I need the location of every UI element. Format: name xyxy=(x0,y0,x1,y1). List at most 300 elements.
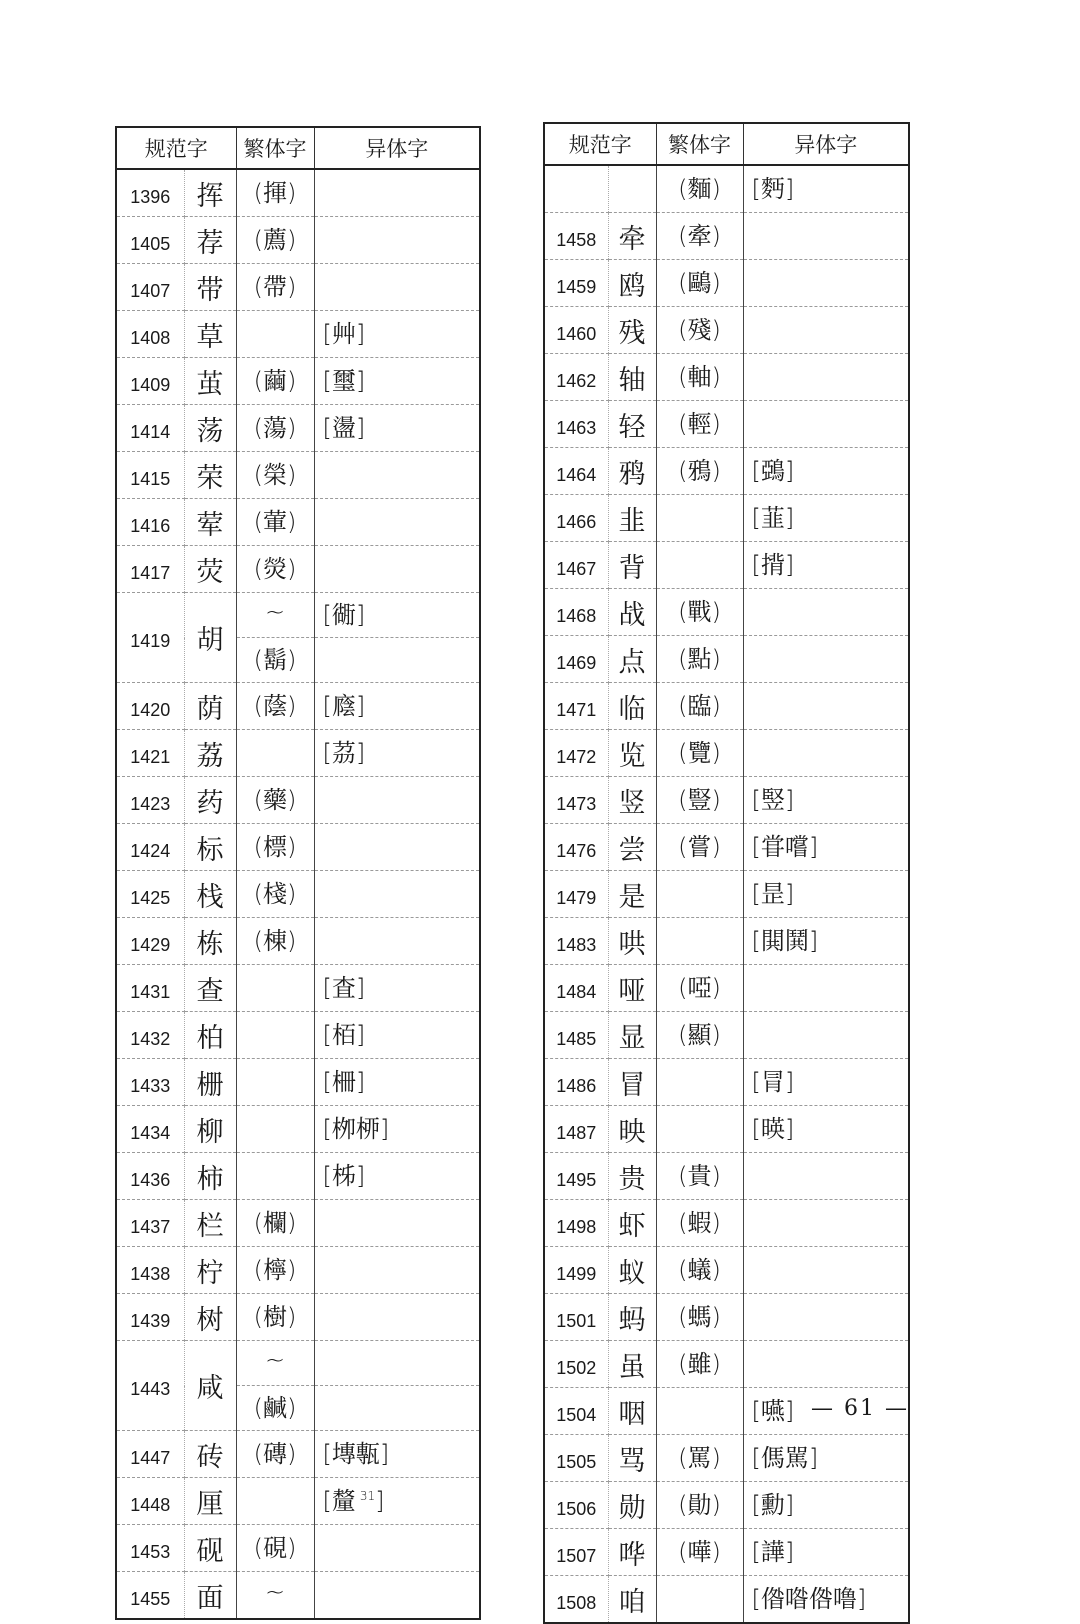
traditional-char: (臨) xyxy=(656,683,743,730)
entry-number: 1476 xyxy=(544,824,608,871)
table-row xyxy=(116,593,480,638)
table-row xyxy=(544,730,909,777)
table-row xyxy=(544,918,909,965)
table-row xyxy=(116,1200,480,1247)
traditional-char xyxy=(656,1059,743,1106)
traditional-char: (戰) xyxy=(656,589,743,636)
traditional-char: ~ xyxy=(236,1572,314,1620)
table-row xyxy=(544,777,909,824)
entry-number: 1487 xyxy=(544,1106,608,1153)
traditional-char xyxy=(656,495,743,542)
variant-char xyxy=(314,452,480,499)
entry-number: 1483 xyxy=(544,918,608,965)
standard-char: 柠 xyxy=(184,1247,236,1294)
entry-number: 1408 xyxy=(116,311,184,358)
standard-char: 轻 xyxy=(608,401,656,448)
entry-number: 1434 xyxy=(116,1106,184,1153)
variant-char xyxy=(743,965,909,1012)
variant-char xyxy=(743,730,909,777)
entry-number: 1464 xyxy=(544,448,608,495)
entry-number: 1420 xyxy=(116,683,184,730)
variant-char: [冐] xyxy=(743,1059,909,1106)
standard-char: 砖 xyxy=(184,1431,236,1478)
table-row xyxy=(544,1482,909,1529)
entry-number: 1437 xyxy=(116,1200,184,1247)
entry-number: 1438 xyxy=(116,1247,184,1294)
standard-char: 柿 xyxy=(184,1153,236,1200)
entry-number: 1466 xyxy=(544,495,608,542)
traditional-char: (欄) xyxy=(236,1200,314,1247)
standard-char: 牵 xyxy=(608,213,656,260)
table-row xyxy=(544,1576,909,1624)
entry-number: 1479 xyxy=(544,871,608,918)
variant-char: [艸] xyxy=(314,311,480,358)
variant-char: [盪] xyxy=(314,405,480,452)
entry-number xyxy=(544,165,608,213)
entry-number: 1439 xyxy=(116,1294,184,1341)
traditional-char: (牽) xyxy=(656,213,743,260)
variant-char: [鵶] xyxy=(743,448,909,495)
traditional-char xyxy=(656,871,743,918)
traditional-char: (啞) xyxy=(656,965,743,1012)
variant-char: [査] xyxy=(314,965,480,1012)
standard-char: 荤 xyxy=(184,499,236,546)
standard-char: 战 xyxy=(608,589,656,636)
standard-char: 厘 xyxy=(184,1478,236,1525)
variant-char xyxy=(314,1247,480,1294)
variant-char xyxy=(314,871,480,918)
table-row xyxy=(116,1059,480,1106)
standard-char: 荣 xyxy=(184,452,236,499)
entry-number: 1486 xyxy=(544,1059,608,1106)
traditional-char xyxy=(656,918,743,965)
entry-number: 1421 xyxy=(116,730,184,777)
standard-char: 荧 xyxy=(184,546,236,593)
traditional-char: (磚) xyxy=(236,1431,314,1478)
variant-char xyxy=(314,918,480,965)
traditional-char: (輕) xyxy=(656,401,743,448)
entry-number: 1499 xyxy=(544,1247,608,1294)
variant-char: [栁桺] xyxy=(314,1106,480,1153)
traditional-char: (雖) xyxy=(656,1341,743,1388)
table-row xyxy=(116,1525,480,1572)
variant-char xyxy=(743,589,909,636)
traditional-char: (蟻) xyxy=(656,1247,743,1294)
table-row xyxy=(544,448,909,495)
variant-char: [栢] xyxy=(314,1012,480,1059)
table-row xyxy=(544,1153,909,1200)
entry-number: 1423 xyxy=(116,777,184,824)
traditional-char xyxy=(236,1059,314,1106)
variant-char xyxy=(314,1478,480,1525)
traditional-char: (鹹) xyxy=(236,1386,314,1431)
traditional-char: (顯) xyxy=(656,1012,743,1059)
entry-number: 1417 xyxy=(116,546,184,593)
traditional-char xyxy=(236,311,314,358)
entry-number: 1463 xyxy=(544,401,608,448)
standard-char: 栋 xyxy=(184,918,236,965)
table-row xyxy=(116,311,480,358)
entry-number: 1506 xyxy=(544,1482,608,1529)
variant-char xyxy=(314,824,480,871)
standard-char: 胡 xyxy=(184,593,236,683)
traditional-char: (貴) xyxy=(656,1153,743,1200)
standard-char: 树 xyxy=(184,1294,236,1341)
table-row xyxy=(116,1153,480,1200)
table-row xyxy=(544,1059,909,1106)
table-row xyxy=(544,965,909,1012)
table-row xyxy=(116,405,480,452)
entry-number: 1443 xyxy=(116,1341,184,1431)
variant-char xyxy=(314,1525,480,1572)
table-row xyxy=(544,401,909,448)
variant-char: [傌駡] xyxy=(743,1435,909,1482)
variant-char: [揹] xyxy=(743,542,909,589)
table-row xyxy=(544,1435,909,1482)
entry-number: 1460 xyxy=(544,307,608,354)
standard-char: 临 xyxy=(608,683,656,730)
standard-char: 荐 xyxy=(184,217,236,264)
standard-char xyxy=(608,165,656,213)
variant-char xyxy=(314,1341,480,1386)
standard-char: 挥 xyxy=(184,169,236,217)
traditional-char: ~ xyxy=(236,1341,314,1386)
traditional-char: (蝦) xyxy=(656,1200,743,1247)
standard-char: 咱 xyxy=(608,1576,656,1624)
traditional-char: (勛) xyxy=(656,1482,743,1529)
traditional-char xyxy=(656,1576,743,1624)
standard-char: 残 xyxy=(608,307,656,354)
entry-number: 1455 xyxy=(116,1572,184,1620)
standard-char: 蚂 xyxy=(608,1294,656,1341)
variant-char xyxy=(743,1153,909,1200)
table-row xyxy=(116,546,480,593)
traditional-char: (豎) xyxy=(656,777,743,824)
table-row xyxy=(544,1529,909,1576)
traditional-char: (覽) xyxy=(656,730,743,777)
table-row xyxy=(544,1247,909,1294)
table-row xyxy=(116,169,480,217)
standard-char: 标 xyxy=(184,824,236,871)
entry-number: 1484 xyxy=(544,965,608,1012)
table-row xyxy=(544,260,909,307)
variant-char xyxy=(743,213,909,260)
variant-char xyxy=(743,307,909,354)
entry-number: 1469 xyxy=(544,636,608,683)
variant-char xyxy=(314,546,480,593)
table-row xyxy=(116,1431,480,1478)
entry-number: 1459 xyxy=(544,260,608,307)
standard-char: 冒 xyxy=(608,1059,656,1106)
standard-char: 背 xyxy=(608,542,656,589)
standard-char: 砚 xyxy=(184,1525,236,1572)
table-row xyxy=(544,589,909,636)
header-variant: 异体字 xyxy=(743,123,909,165)
entry-number: 1447 xyxy=(116,1431,184,1478)
variant-char: [竪] xyxy=(743,777,909,824)
standard-char: 药 xyxy=(184,777,236,824)
standard-char: 荔 xyxy=(184,730,236,777)
entry-number: 1409 xyxy=(116,358,184,405)
standard-char: 查 xyxy=(184,965,236,1012)
traditional-char xyxy=(236,730,314,777)
table-row xyxy=(544,307,909,354)
traditional-char xyxy=(236,1012,314,1059)
table-row xyxy=(544,1200,909,1247)
variant-char xyxy=(314,638,480,683)
table-row xyxy=(544,636,909,683)
entry-number: 1414 xyxy=(116,405,184,452)
standard-char: 尝 xyxy=(608,824,656,871)
variant-char: [柹] xyxy=(314,1153,480,1200)
variant-char: [廕] xyxy=(314,683,480,730)
table-row xyxy=(116,730,480,777)
entry-number: 1504 xyxy=(544,1388,608,1435)
variant-text: [釐 xyxy=(322,1486,356,1515)
table-row xyxy=(116,452,480,499)
traditional-char: (麵) xyxy=(656,165,743,213)
table-row xyxy=(544,871,909,918)
traditional-char: (螞) xyxy=(656,1294,743,1341)
standard-char: 柳 xyxy=(184,1106,236,1153)
page-number: — 61 — xyxy=(811,1396,909,1421)
table-row xyxy=(544,824,909,871)
variant-char xyxy=(743,1200,909,1247)
entry-number: 1448 xyxy=(116,1478,184,1525)
traditional-char: (軸) xyxy=(656,354,743,401)
table-row xyxy=(116,683,480,730)
entry-number: 1508 xyxy=(544,1576,608,1624)
table-row xyxy=(116,871,480,918)
variant-char: [昰] xyxy=(743,871,909,918)
standard-char: 竖 xyxy=(608,777,656,824)
traditional-char: (蔭) xyxy=(236,683,314,730)
variant-char xyxy=(314,1200,480,1247)
variant-char xyxy=(314,169,480,217)
entry-number: 1505 xyxy=(544,1435,608,1482)
table-row xyxy=(116,1478,480,1525)
table-row xyxy=(544,1012,909,1059)
variant-char xyxy=(314,264,480,311)
standard-char: 面 xyxy=(184,1572,236,1620)
standard-char: 哑 xyxy=(608,965,656,1012)
table-row xyxy=(116,1012,480,1059)
entry-number: 1405 xyxy=(116,217,184,264)
variant-char: [閧鬨] xyxy=(743,918,909,965)
traditional-char: ~ xyxy=(236,593,314,638)
entry-number: 1431 xyxy=(116,965,184,1012)
standard-char: 点 xyxy=(608,636,656,683)
table-row xyxy=(116,499,480,546)
table-row xyxy=(544,354,909,401)
traditional-char: (硯) xyxy=(236,1525,314,1572)
table-row xyxy=(116,1572,480,1620)
standard-char: 蚁 xyxy=(608,1247,656,1294)
standard-char: 茧 xyxy=(184,358,236,405)
table-row xyxy=(544,213,909,260)
variant-char xyxy=(743,636,909,683)
table-row xyxy=(544,1294,909,1341)
entry-number: 1502 xyxy=(544,1341,608,1388)
entry-number: 1432 xyxy=(116,1012,184,1059)
standard-char: 哗 xyxy=(608,1529,656,1576)
traditional-char: (鷗) xyxy=(656,260,743,307)
entry-number: 1433 xyxy=(116,1059,184,1106)
standard-char: 虽 xyxy=(608,1341,656,1388)
entry-number: 1396 xyxy=(116,169,184,217)
variant-char xyxy=(743,1012,909,1059)
left-character-table xyxy=(115,126,481,1620)
entry-number: 1424 xyxy=(116,824,184,871)
variant-char: [韮] xyxy=(743,495,909,542)
variant-char xyxy=(743,354,909,401)
variant-char: [暎] xyxy=(743,1106,909,1153)
table-row xyxy=(116,217,480,264)
table-row xyxy=(116,777,480,824)
left-table-body xyxy=(116,169,480,1619)
variant-char: [塼甎] xyxy=(314,1431,480,1478)
table-row xyxy=(116,264,480,311)
traditional-char: (薦) xyxy=(236,217,314,264)
entry-number: 1419 xyxy=(116,593,184,683)
variant-char: [甞嚐] xyxy=(743,824,909,871)
traditional-char xyxy=(236,1106,314,1153)
traditional-char: (鴉) xyxy=(656,448,743,495)
entry-number: 1462 xyxy=(544,354,608,401)
entry-number: 1425 xyxy=(116,871,184,918)
entry-number: 1416 xyxy=(116,499,184,546)
table-row xyxy=(116,358,480,405)
variant-char xyxy=(314,217,480,264)
variant-char: [偺喒倃噜] xyxy=(751,1584,867,1613)
traditional-char xyxy=(656,542,743,589)
table-row xyxy=(544,683,909,730)
variant-char: [衚] xyxy=(314,593,480,638)
standard-char: 勋 xyxy=(608,1482,656,1529)
traditional-char: (點) xyxy=(656,636,743,683)
standard-char: 骂 xyxy=(608,1435,656,1482)
header-traditional: 繁体字 xyxy=(236,127,314,169)
entry-number: 1429 xyxy=(116,918,184,965)
standard-char: 咽 xyxy=(608,1388,656,1435)
traditional-char: (帶) xyxy=(236,264,314,311)
traditional-char: (蕩) xyxy=(236,405,314,452)
traditional-char: (嘗) xyxy=(656,824,743,871)
variant-char xyxy=(314,1386,480,1431)
entry-number: 1501 xyxy=(544,1294,608,1341)
variant-char: [茘] xyxy=(314,730,480,777)
standard-char: 览 xyxy=(608,730,656,777)
entry-number: 1485 xyxy=(544,1012,608,1059)
traditional-char xyxy=(236,1153,314,1200)
entry-number: 1473 xyxy=(544,777,608,824)
variant-char xyxy=(743,1294,909,1341)
standard-char: 栈 xyxy=(184,871,236,918)
table-row xyxy=(544,495,909,542)
entry-number: 1415 xyxy=(116,452,184,499)
entry-number: 1495 xyxy=(544,1153,608,1200)
variant-char xyxy=(314,1294,480,1341)
table-row xyxy=(116,918,480,965)
header-standard: 规范字 xyxy=(116,127,236,169)
traditional-char: (棧) xyxy=(236,871,314,918)
entry-number: 1467 xyxy=(544,542,608,589)
table-row xyxy=(116,1247,480,1294)
standard-char: 轴 xyxy=(608,354,656,401)
variant-char xyxy=(314,499,480,546)
entry-number: 1436 xyxy=(116,1153,184,1200)
table-row xyxy=(544,1341,909,1388)
entry-number: 1507 xyxy=(544,1529,608,1576)
header-traditional: 繁体字 xyxy=(656,123,743,165)
standard-char: 韭 xyxy=(608,495,656,542)
variant-char xyxy=(743,1341,909,1388)
table-header-row xyxy=(116,127,480,169)
standard-char: 柏 xyxy=(184,1012,236,1059)
standard-char: 栏 xyxy=(184,1200,236,1247)
standard-char: 是 xyxy=(608,871,656,918)
variant-char xyxy=(314,777,480,824)
traditional-char: (鬍) xyxy=(236,638,314,683)
standard-char: 哄 xyxy=(608,918,656,965)
traditional-char: (樹) xyxy=(236,1294,314,1341)
header-variant: 异体字 xyxy=(314,127,480,169)
entry-number: 1458 xyxy=(544,213,608,260)
traditional-char xyxy=(236,965,314,1012)
standard-char: 贵 xyxy=(608,1153,656,1200)
traditional-char: (藥) xyxy=(236,777,314,824)
variant-char xyxy=(314,1572,480,1620)
standard-char: 栅 xyxy=(184,1059,236,1106)
variant-char: [嚥] xyxy=(743,1388,909,1435)
standard-char: 带 xyxy=(184,264,236,311)
entry-number: 1468 xyxy=(544,589,608,636)
traditional-char xyxy=(656,1388,743,1435)
standard-char: 虾 xyxy=(608,1200,656,1247)
variant-char: [柵] xyxy=(314,1059,480,1106)
traditional-char: (標) xyxy=(236,824,314,871)
traditional-char: (嘩) xyxy=(656,1529,743,1576)
traditional-char: (罵) xyxy=(656,1435,743,1482)
standard-char: 咸 xyxy=(184,1341,236,1431)
variant-char xyxy=(743,260,909,307)
footnote-marker: 31 xyxy=(359,1488,376,1503)
entry-number: 1471 xyxy=(544,683,608,730)
standard-char: 显 xyxy=(608,1012,656,1059)
table-row xyxy=(116,1341,480,1386)
traditional-char: (檸) xyxy=(236,1247,314,1294)
header-standard: 规范字 xyxy=(544,123,656,165)
traditional-char xyxy=(656,1106,743,1153)
variant-char xyxy=(743,401,909,448)
traditional-char: (繭) xyxy=(236,358,314,405)
entry-number: 1407 xyxy=(116,264,184,311)
table-row xyxy=(116,1294,480,1341)
entry-number: 1472 xyxy=(544,730,608,777)
variant-char: [勳] xyxy=(743,1482,909,1529)
traditional-char: (殘) xyxy=(656,307,743,354)
table-row xyxy=(544,165,909,213)
variant-close: ] xyxy=(375,1486,385,1515)
traditional-char xyxy=(236,1478,314,1525)
standard-char: 荡 xyxy=(184,405,236,452)
table-row xyxy=(544,542,909,589)
entry-number: 1498 xyxy=(544,1200,608,1247)
traditional-char: (榮) xyxy=(236,452,314,499)
table-row xyxy=(116,1106,480,1153)
variant-char xyxy=(743,1247,909,1294)
table-header-row xyxy=(544,123,909,165)
